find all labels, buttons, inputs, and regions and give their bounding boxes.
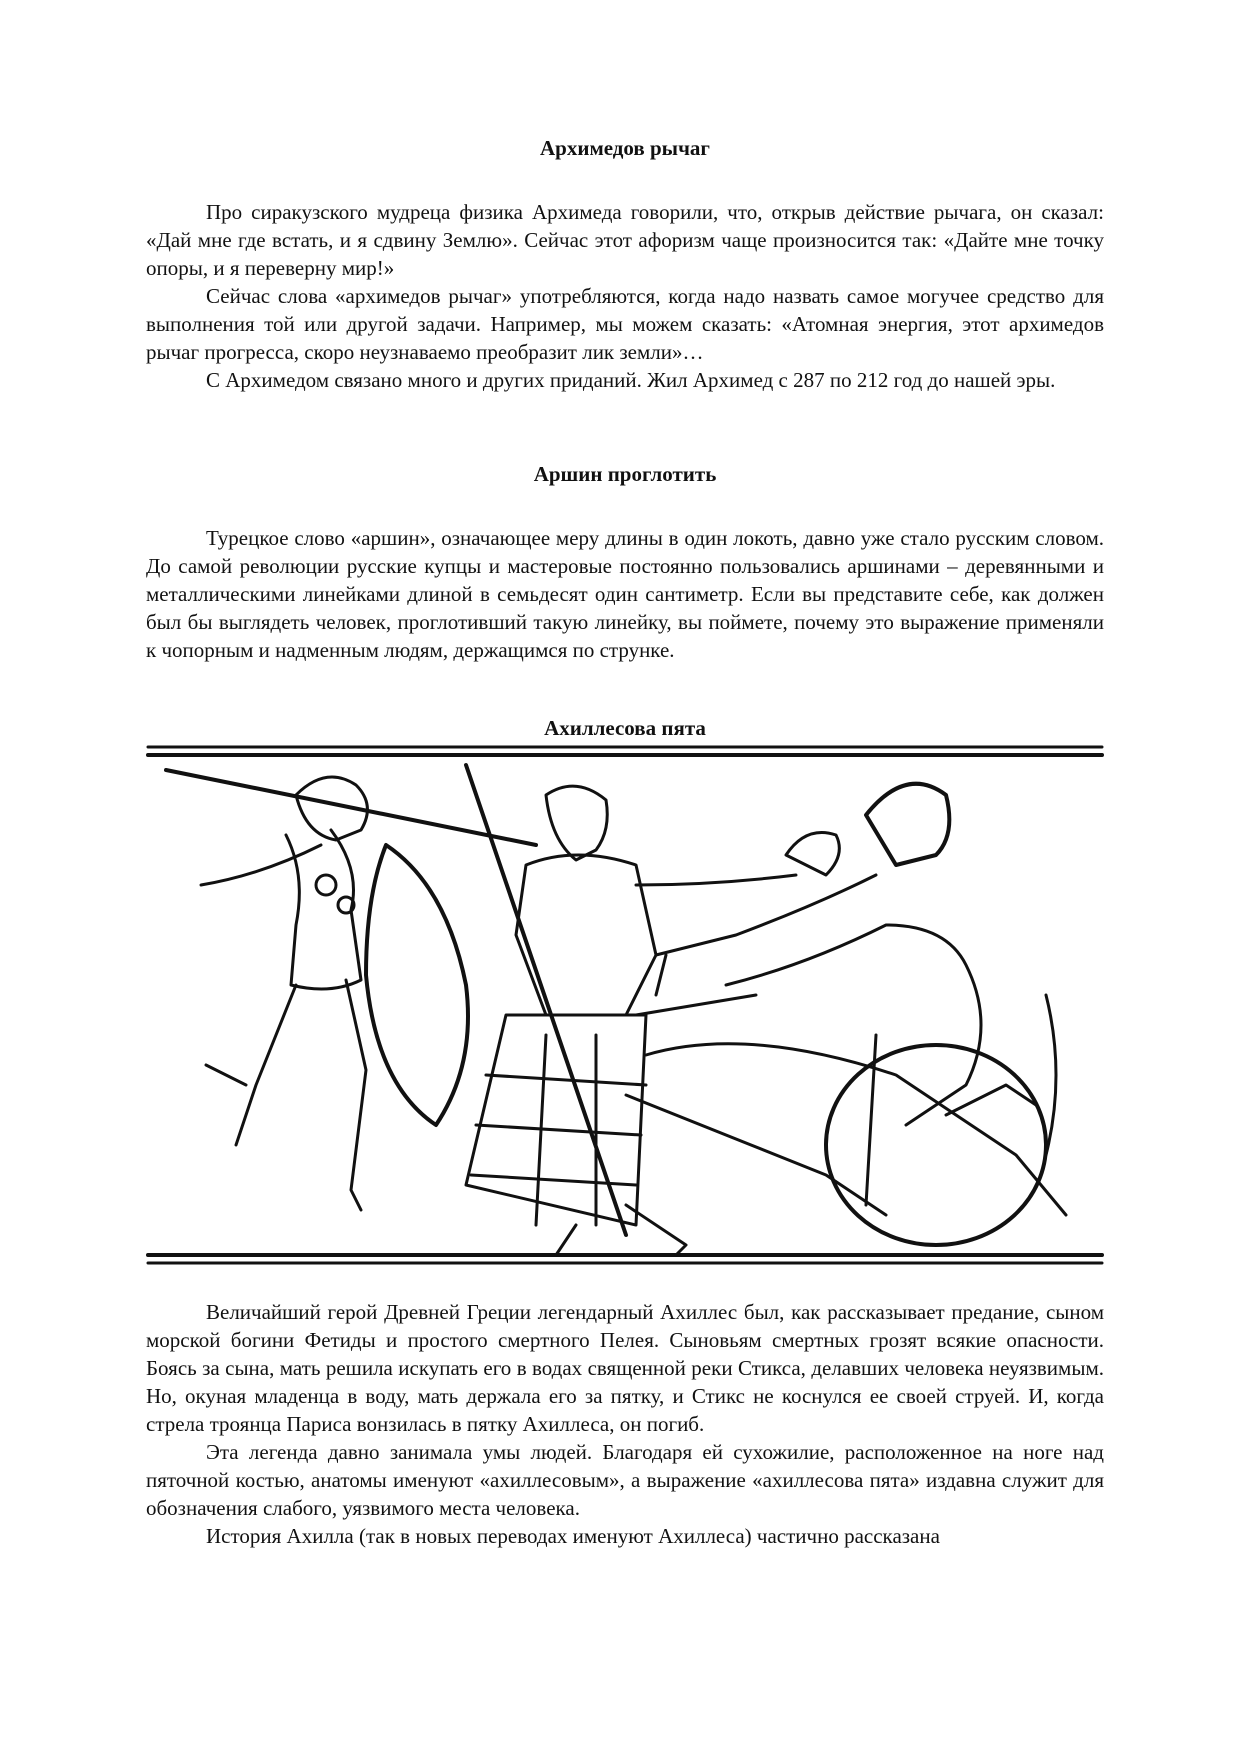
paragraph: Турецкое слово «аршин», означающее меру длины в один локоть, давно уже стало русским словом. До самой революции русские купцы и мастеровые постоянно пользовались аршинами – деревянными и металлическими линейками длиной в семьдесят один сантиметр. Если вы представите себе, как должен был бы выглядеть человек, проглотивший такую линейку, вы поймете, почему это выражение применяли к чопорным и надменным людям, держащимся по струнке.: [146, 526, 1104, 662]
section-title: Аршин проглотить: [533, 462, 717, 486]
section-title: Архимедов рычаг: [540, 136, 710, 160]
paragraph: Эта легенда давно занимала умы людей. Благодаря ей сухожилие, расположенное на ноге над пяточной костью, анатомы именуют «ахиллесовым», а выражение «ахиллесова пята» издавна служит для обозначения слабого, уязвимого места человека.: [146, 1440, 1104, 1520]
section-achilles-body: [146, 1298, 1104, 1550]
section-title: Ахиллесова пята: [544, 716, 706, 740]
section-arshin: [146, 460, 1104, 664]
section-archimedes: [146, 134, 1104, 394]
paragraph: Величайший герой Древней Греции легендарный Ахиллес был, как рассказывает предание, сыном морской богини Фетиды и простого смертного Пелея. Сыновьям смертных грозят всякие опасности. Боясь за сына, мать решила искупать его в водах священной реки Стикса, делавших человека неуязвимым. Но, окуная младенца в воду, мать держала его за пятку, и Стикс не коснулся ее своей струей. И, когда стрела троянца Париса вонзилась в пятку Ахиллеса, он погиб.: [146, 1300, 1104, 1436]
achilles-illustration: [146, 735, 1104, 1275]
paragraph: Сейчас слова «архимедов рычаг» употребляются, когда надо назвать самое могучее средство для выполнения той или другой задачи. Например, мы можем сказать: «Атомная энергия, этот архимедов рычаг прогресса, скоро неузнаваемо преобразит лик земли»…: [146, 284, 1104, 364]
paragraph: С Архимедом связано много и других приданий. Жил Архимед с 287 по 212 год до нашей эры.: [206, 368, 1056, 392]
paragraph: Про сиракузского мудреца физика Архимеда говорили, что, открыв действие рычага, он сказал: «Дай мне где встать, и я сдвину Землю». Сейчас этот афоризм чаще произносится так: «Дайте мне точку опоры, и я переверну мир!»: [146, 200, 1104, 280]
paragraph: История Ахилла (так в новых переводах именуют Ахиллеса) частично рассказана: [206, 1524, 940, 1548]
